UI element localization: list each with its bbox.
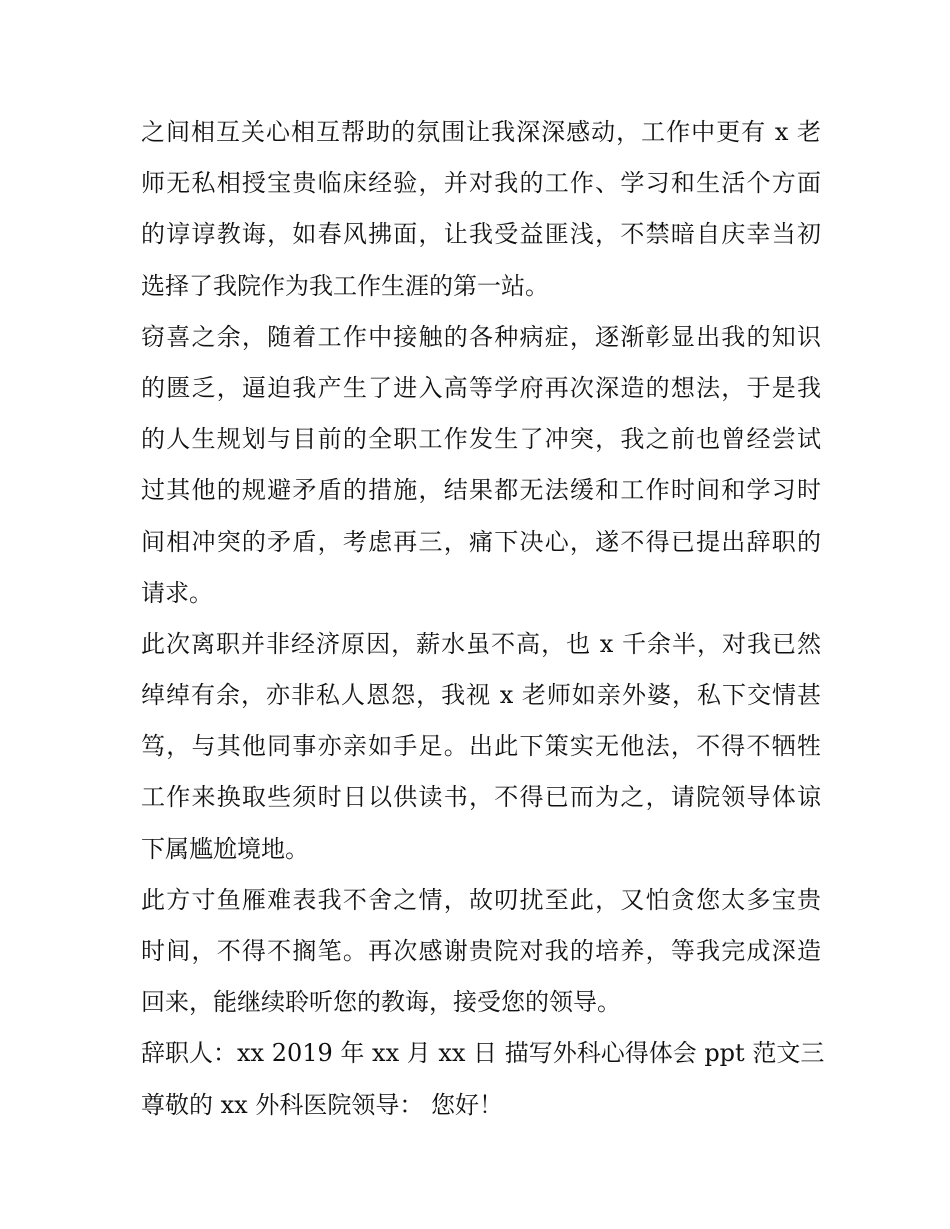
text-line: 笃，与其他同事亦亲如手足。出此下策实无他法，不得不牺牲 bbox=[141, 732, 821, 761]
document-body bbox=[141, 107, 825, 1131]
signature-date-line: 辞职人：xx 2019 年 xx 月 xx 日 描写外科心得体会 ppt 范文三 bbox=[141, 1039, 825, 1068]
text-line: 工作来换取些须时日以供读书，不得已而为之，请院领导体谅 bbox=[141, 783, 821, 812]
text-line: 的人生规划与目前的全职工作发生了冲突，我之前也曾经尝试 bbox=[141, 425, 821, 454]
text-line: 此次离职并非经济原因，薪水虽不高，也 x 千余半，对我已然 bbox=[141, 629, 821, 658]
text-line: 窃喜之余，随着工作中接触的各种病症，逐渐彰显出我的知识 bbox=[141, 322, 821, 351]
text-line: 过其他的规避矛盾的措施，结果都无法缓和工作时间和学习时 bbox=[141, 476, 821, 505]
text-line: 选择了我院作为我工作生涯的第一站。 bbox=[141, 271, 549, 300]
text-line: 间相冲突的矛盾，考虑再三，痛下决心，遂不得已提出辞职的 bbox=[141, 527, 821, 556]
text-line: 的谆谆教诲，如春风拂面，让我受益匪浅，不禁暗自庆幸当初 bbox=[141, 220, 821, 249]
text-line: 之间相互关心相互帮助的氛围让我深深感动，工作中更有 x 老 bbox=[141, 118, 821, 146]
text-line: 绰绰有余，亦非私人恩怨，我视 x 老师如亲外婆，私下交情甚 bbox=[141, 681, 821, 710]
text-line: 下属尴尬境地。 bbox=[141, 834, 309, 863]
salutation-line: 尊敬的 xx 外科医院领导： 您好！ bbox=[141, 1090, 503, 1119]
text-line: 的匮乏，逼迫我产生了进入高等学府再次深造的想法，于是我 bbox=[141, 373, 821, 402]
text-line: 回来，能继续聆听您的教诲，接受您的领导。 bbox=[141, 988, 621, 1017]
text-line: 师无私相授宝贵临床经验，并对我的工作、学习和生活个方面 bbox=[141, 169, 821, 198]
text-line: 请求。 bbox=[141, 578, 213, 607]
text-line: 此方寸鱼雁难表我不舍之情，故叨扰至此，又怕贪您太多宝贵 bbox=[141, 885, 821, 914]
text-line: 时间，不得不搁笔。再次感谢贵院对我的培养，等我完成深造 bbox=[141, 937, 821, 965]
